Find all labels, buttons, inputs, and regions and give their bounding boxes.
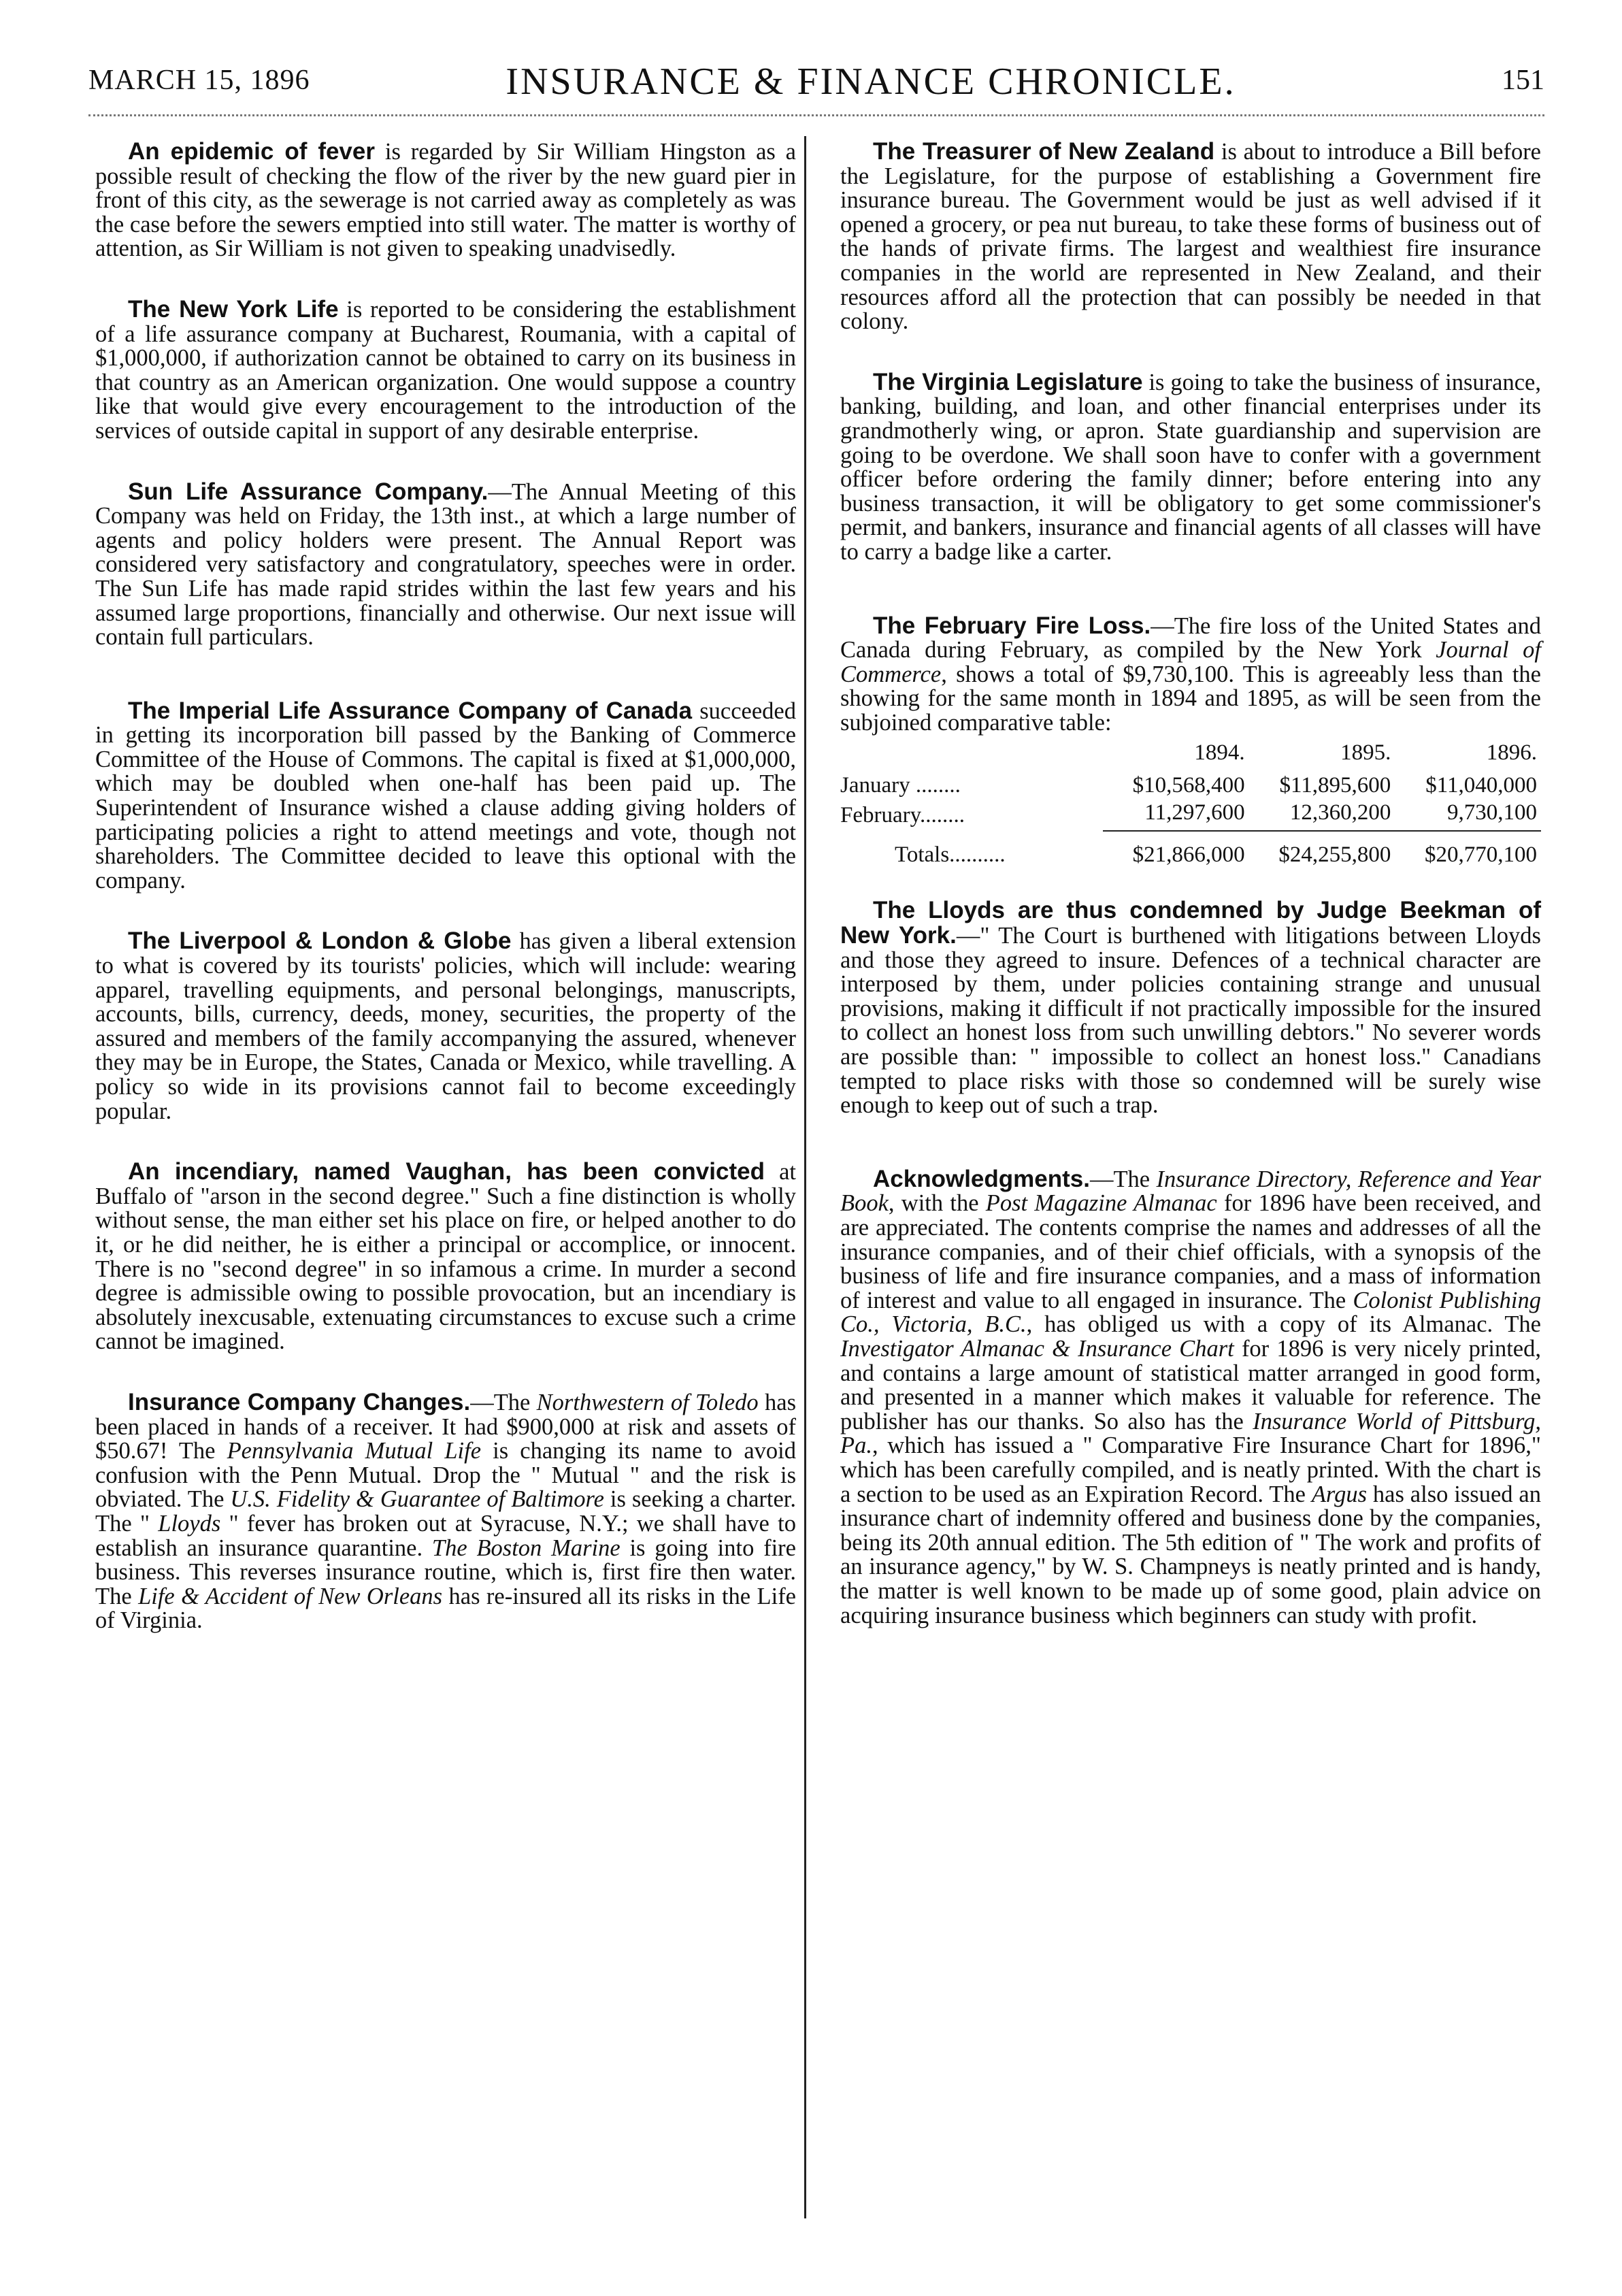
article-lead: The Imperial Life Assurance Company of Canada [128,697,693,724]
table-cell: $11,895,600 [1279,773,1391,798]
italic-text-run: Colonist Publishing Co., Victoria, B.C. [840,1287,1541,1338]
text-run: , with the [888,1190,986,1217]
italic-text-run: Argus [1311,1481,1368,1507]
article-body: is about to introduce a Bill before the Legislature, for the purpose of establishing a Government fire insurance bureau. The Government would be just as well advised if it opened a grocery, or pea nut bureau, to take these forms of business out of the hands of private firms. The largest and wealthiest fire insurance companies in the world are represented in New Zealand, and their resources afford all the protection that can possibly be needed in that colony. [840,139,1541,335]
italic-text-run: Insurance World of Pittsburg, Pa. [840,1408,1541,1459]
text-run: for 1896 is very nicely printed, and contains a large amount of statistical matter arranged in good form, and presented in a manner which makes it valuable for reference. The publisher has our thanks. So also has the [840,1335,1541,1434]
left-column [95,140,796,1633]
article-body: —The Annual Meeting of this Company was held on Friday, the 13th inst., at which a large number of agents and policy holders were present. The Annual Report was considered very satisfactory and congratulatory, speeches were in order. The Sun Life has made rapid strides within the last few years and his assumed large proportions, financially and otherwise. Our next issue will contain full particulars. [95,478,796,651]
italic-text-run: Investigator Almanac & Insurance Chart [840,1335,1234,1362]
article-body: has given a liberal extension to what is covered by its tourists' policies, which will include: wearing apparel, travelling equipments, and personal belongings, manuscripts, accounts, bills, currency, deeds, money, securities, the property of the assured and members of the family accompanying the assured, whenever they may be in Europe, the States, Canada or Mexico, while travelling. A policy so wide in its provisions cannot fail to become exceedingly popular. [95,928,796,1124]
article-body: at Buffalo of "arson in the second degree." Such a fine distinction is wholly without sense, the man either set his place on fire, or helped another to do it, or he did neither, he is either a principal or accomplice, or innocent. There is no "second degree" in so infamous a crime. In murder a second degree is admissible owing to possible provocation, but an incendiary is absolutely inexcusable, extenuating circumstances to excuse such a crime cannot be imagined. [95,1159,796,1355]
table-header-row [840,739,1541,772]
table-row [840,772,1541,799]
italic-text-run: Pennsylvania Mutual Life [227,1438,482,1464]
row-label: February........ [840,802,965,827]
row-label: January ........ [840,773,961,798]
article-sun-life [95,480,796,650]
table-row [840,799,1541,831]
article-lead: The Liverpool & London & Globe [128,928,512,955]
journal-title: INSURANCE & FINANCE CHRONICLE. [506,61,1236,103]
article-february-fire-loss [840,614,1541,736]
page-number: 151 [1502,65,1544,96]
table-header-year: 1895. [1340,740,1391,766]
text-run: , which has issued a " Comparative Fire Insurance Chart for 1896," which has been carefully compiled, and is neatly printed. With the chart is a section to be used as an Expiration Record. The [840,1432,1541,1507]
article-acknowledgments [840,1167,1541,1628]
text-run: has also issued an insurance chart of indemnity offered and business done by the companies, being its 20th annual edition. The 5th edition of " The work and profits of an insurance agency," by W. S. Champneys is neatly printed and is handy, the matter is well known to be made up of some good, plain advice on acquiring insurance business which beginners can study with profit. [840,1481,1541,1628]
table-cell: $10,568,400 [1132,773,1245,798]
table-cell: 11,297,600 [1103,799,1249,831]
article-lead: The February Fire Loss. [873,612,1151,639]
table-cell: 9,730,100 [1395,799,1541,831]
text-run: has re-insured all its risks in the Life of Virginia. [95,1583,796,1634]
italic-text-run: Life & Accident of New Orleans [138,1583,443,1609]
row-label: Totals.......... [895,842,1006,867]
text-run: , shows a total of $9,730,100. This is agreeably less than the showing for the same month in 1894 and 1895, as will be seen from the subjoined comparative table: [840,661,1541,736]
table-cell: $11,040,000 [1425,773,1537,798]
text-run: —The [1089,1166,1157,1192]
header-date: MARCH 15, 1896 [88,65,310,96]
article-new-york-life [95,297,796,444]
text-run: is changing its name to avoid confusion with the Penn Mutual. Drop the " Mutual " and the risk is obviated. The [95,1438,796,1513]
text-run: has been placed in hands of a receiver. It had $900,000 at risk and assets of $50.67! The [95,1389,797,1464]
fire-loss-table [840,739,1541,868]
text-run: for 1896 have been received, and are appreciated. The contents comprise the names and addresses of all the insurance companies, and of their chief officials, with a synopsis of the business of life and fire insurance companies, and a mass of information of interest and value to all engaged in insurance. The [840,1190,1542,1313]
text-run: is going into fire business. This reverses insurance routine, which is, first fire then water. The [95,1535,796,1609]
table-totals-row [840,831,1541,868]
italic-text-run: Lloyds [158,1510,221,1537]
table-cell: $20,770,100 [1425,842,1537,868]
table-header-year: 1896. [1486,740,1537,766]
article-lead: Acknowledgments. [873,1165,1090,1192]
article-new-zealand-treasurer [840,140,1541,334]
article-lead: Sun Life Assurance Company. [128,478,489,505]
table-header-blank [840,739,1103,772]
article-body: is regarded by Sir William Hingston as a possible result of checking the flow of the river by the new guard pier in front of this city, as the sewerage is not carried away as completely as was the case before the sewers emptied into still water. The matter is worthy of attention, as Sir William is not given to speaking unadvisedly. [95,139,796,262]
article-lead: An epidemic of fever [128,138,375,165]
italic-text-run: Northwestern of Toledo [536,1389,759,1415]
article-lloyds-condemned [840,898,1541,1117]
article-body: is reported to be considering the establishment of a life assurance company at Bucharest, Roumania, with a capital of $1,000,000, if authorization cannot be obtained to carry on its business in that country as an American organization. One would suppose a country like that would give every encouragement to the introduction of the services of outside capital in support of any desirable enterprise. [95,296,796,444]
article-lead: The Virginia Legislature [873,368,1143,395]
article-body: —" The Court is burthened with litigations between Lloyds and those they agreed to insure. Defences of a technical character are interposed by them, under policies containing strange and unusual provisions, making it difficult if not practically impossible for the insured to collect an honest loss from such unwilling debtors." No severer words are possible than: " impossible to collect an honest loss." Canadians tempted to place risks with those so condemned will be surely wise enough to keep out of such a trap. [840,923,1541,1119]
article-lead: Insurance Company Changes. [128,1388,471,1415]
table-header-year: 1894. [1194,740,1245,766]
article-body-parts [95,1390,796,1633]
table-cell: 12,360,200 [1249,799,1395,831]
article-insurance-company-changes [95,1390,796,1633]
italic-text-run: The Boston Marine [431,1535,620,1561]
article-lead: The Lloyds are thus condemned by Judge Beekman of New York. [840,897,1541,949]
header-rule [88,114,1544,116]
text-run: , has obliged us with a copy of its Almanac. The [1026,1311,1541,1338]
table-cell: $21,866,000 [1132,842,1245,868]
article-imperial-life [95,699,796,893]
text-run: —The [470,1389,537,1415]
text-run: —The fire loss of the United States and Canada during February, as compiled by the New York [840,612,1541,663]
article-epidemic-fever [95,140,796,261]
article-virginia-legislature [840,370,1541,565]
article-liverpool-london-globe [95,929,796,1124]
page-header [88,60,1544,108]
italic-text-run: Journal of Commerce [840,637,1541,687]
text-run: is seeking a charter. The " [95,1486,796,1537]
article-lead: An incendiary, named Vaughan, has been convicted [128,1158,765,1185]
article-lead: The Treasurer of New Zealand [873,138,1215,165]
article-body: succeeded in getting its incorporation bill passed by the Banking of Commerce Committee of the House of Commons. The capital is fixed at $1,000,000, which may be doubled when one-half has been paid up. The Superintendent of Insurance wished a clause adding giving holders of participating policies a right to attend meetings and vote, though not shareholders. The Committee decided to leave this optional with the company. [95,698,796,893]
article-incendiary-vaughan [95,1160,796,1354]
italic-text-run: Insurance Directory, Reference and Year Book [840,1166,1541,1217]
text-run: " fever has broken out at Syracuse, N.Y.; we shall have to establish an insurance quarantine. [95,1510,796,1561]
table-cell: $24,255,800 [1278,842,1391,868]
article-lead: The New York Life [128,295,339,323]
article-body-parts [840,1166,1541,1628]
article-body: is going to take the business of insurance, banking, building, and loan, and other financial enterprises under its grandmotherly wing, or apron. State guardianship and supervision are going to be overdone. We shall soon have to confer with a government officer before ordering the family dinner; before entering into any business transaction, it will be obligatory to get some commissioner's permit, and bankers, insurance and financial agents of all classes will have to carry a badge like a carter. [840,369,1541,565]
right-column [840,140,1541,1628]
column-divider [804,136,806,2218]
italic-text-run: U.S. Fidelity & Guarantee of Baltimore [230,1486,604,1513]
italic-text-run: Post Magazine Almanac [985,1190,1217,1217]
